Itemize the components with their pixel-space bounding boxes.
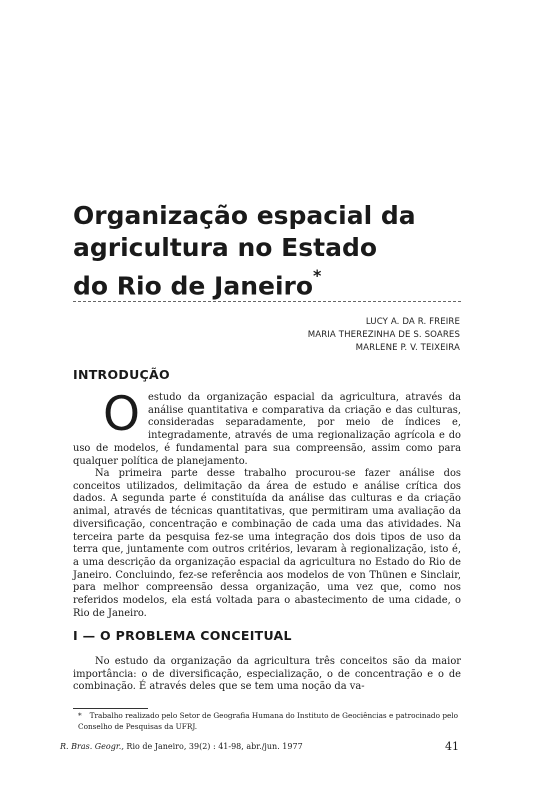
title-line-3-text: do Rio de Janeiro [73,271,314,301]
author-list [308,316,460,355]
author-1: LUCY A. DA R. FREIRE [365,317,460,327]
footnote-rule [73,708,148,709]
journal-citation [60,742,303,751]
intro-paragraph-2: Na primeira parte desse trabalho procurou-se fazer análise dos conceitos utilizados, delimitação da área de estudo e análise crítica dos dados. A segunda parte é constituída da análise das culturas e da criação animal, através de técnicas quantitativas, que permitiram uma avaliação da diversificação, concentração e combinação de cada uma das atividades. Na terceira parte da pesquisa fez-se uma integração dos dois tipos de uso da terra que, juntamente com outros critérios, levaram à regionalização, isto é, a uma descrição da organização espacial da agricultura no Estado do Rio de Janeiro. Concluindo, fez-se referência aos modelos de von Thünen e Sinclair, para melhor compreensão dessa organização, uma vez que, como nos referidos modelos, ela está voltada para o abastecimento de uma cidade, o Rio de Janeiro. [73,468,461,619]
footnote-text: Trabalho realizado pelo Setor de Geografia Humana do Instituto de Geociências e patrocinado pelo Conselho de Pesquisas da UFRJ. [78,711,459,731]
footnote-mark: * [78,711,82,720]
author-3: MARLENE P. V. TEIXEIRA [355,343,460,353]
title-line-1: Organização espacial da [73,201,416,230]
article-title [73,200,493,302]
footnote [78,711,461,732]
author-2: MARIA THEREZINHA DE S. SOARES [307,330,460,340]
section-1-heading: I — O PROBLEMA CONCEITUAL [73,628,292,643]
drop-cap: O [103,387,140,442]
journal-name: R. Bras. Geogr., [60,742,124,751]
intro-paragraph-1-text: estudo da organização espacial da agricultura, através da análise quantitativa e comparativa da criação e das culturas, consideradas separadamente, por meio de índices e, integradamente, através de uma regionalização agrícola e do uso de modelos, é fundamental para sua compreensão, assim como para qualquer política de planejamento. [73,392,461,467]
intro-paragraph-1 [73,387,461,468]
citation-details: Rio de Janeiro, 39(2) : 41-98, abr./jun. 1977 [126,742,303,751]
title-footnote-mark: * [313,266,322,285]
title-divider [73,301,461,302]
page-number: 41 [445,740,459,753]
section-1-paragraph: No estudo da organização da agricultura três conceitos são da maior importância: o de diversificação, especialização, o de concentração e o de combinação. É através deles que se tem uma noção da va- [73,656,461,693]
title-line-2: agricultura no Estado [73,233,378,262]
intro-heading: INTRODUÇÃO [73,367,170,382]
title-line-3 [73,264,493,302]
